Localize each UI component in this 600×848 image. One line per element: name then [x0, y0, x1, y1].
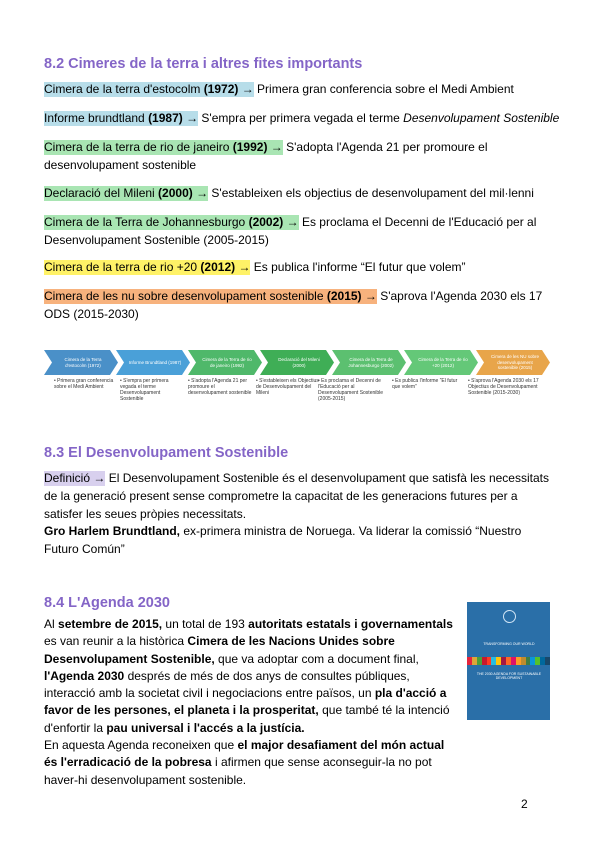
cover-title: TRANSFORMING OUR WORLD — [483, 642, 535, 646]
milestone-2000: Declaració del Mileni (2000) → S'estableixen els objectius de desenvolupament del mil·lenni — [44, 186, 534, 200]
timeline-step-label: Cimera de la Terra d'estocolm (1972) — [64, 357, 102, 368]
timeline-step-label: Informe Brundtland (1987) — [128, 359, 182, 365]
timeline-note: • Primera gran conferencia sobre el Medi Ambient — [54, 378, 114, 390]
timeline-step-label: Cimera de la Terra de rio +20 (2012) — [418, 357, 468, 368]
timeline-note: • S'estableixen els Objectius de Desenvolupament del Mileni — [256, 378, 319, 396]
sdg-color-band — [467, 657, 550, 665]
timeline-note: • S'empra per primera vegada el terme Desenvolupament Sostenible — [120, 378, 169, 402]
timeline-step-label: Cimera de la Terra de rio de janeiro (1992) — [202, 357, 252, 368]
timeline-step-label: Cimera de la Terra de Johannesburgo (2002) — [348, 357, 394, 368]
timeline-step-label: Cimera de les NU sobre desenvolupament sostenible (2015) — [490, 354, 540, 371]
milestone-2012: Cimera de la terra de rio +20 (2012) → Es publica l'informe “El futur que volem” — [44, 260, 466, 274]
milestone-1987: Informe brundtland (1987) → S'empra per primera vegada el terme Desenvolupament Sostenible — [44, 111, 560, 125]
agenda-paragraph: Al setembre de 2015, un total de 193 autoritats estatals i governamentals es van reunir a la històrica Cimera de les Nacions Unides sobre Desenvolupament Sostenible, que va adoptar com a document final, l'Agenda 2030 després de més de dos anys de consultes públiques, interacció amb la societat civil i negociacions entre països, un pla d'acció a favor de les persones, el planeta i la prosperitat, que també té la intenció d'enfortir la pau universal i l'accés a la justícia. En aquesta Agenda reconeixen que el major desafiament del món actual és l'erradicació de la pobresa i afirmen que sense aconseguir-la no pot haver-hi desenvolupament sostenible. — [44, 617, 453, 787]
agenda-2030-cover — [467, 602, 550, 720]
section-8-4-title: 8.4 L'Agenda 2030 — [44, 595, 170, 611]
milestone-2002: Cimera de la Terra de Johannesburgo (2002) → Es proclama el Decenni de l'Educació per al Desenvolupament Sostenible (2005-2015) — [44, 215, 537, 247]
milestone-1992: Cimera de la terra de rio de janeiro (1992) → S'adopta l'Agenda 21 per promoure el desenvolupament sostenible — [44, 140, 488, 172]
section-8-3-title: 8.3 El Desenvolupament Sostenible — [44, 445, 289, 461]
milestone-2015: Cimera de les nu sobre desenvolupament sostenible (2015) → S'aprova l'Agenda 2030 els 17 ODS (2015-2030) — [44, 289, 543, 321]
milestone-1972: Cimera de la terra d'estocolm (1972) → Primera gran conferencia sobre el Medi Ambient — [44, 82, 514, 96]
author-paragraph: Gro Harlem Brundtland, ex-primera ministra de Noruega. Va liderar la comissió “Nuestro Futuro Común” — [44, 524, 522, 556]
definition-paragraph: Definició → El Desenvolupament Sostenible és el desenvolupament que satisfà les necessitats de la generació present sense comprometre la capacitat de les generacions futures per a satisfer les seues pròpies necessitats. — [44, 471, 549, 521]
timeline-step-label: Declaració del Mileni (2000) — [278, 357, 320, 368]
timeline-note: • Es proclama el Decenni de l'Educació per al Desenvolupament Sostenible (2005-2015) — [318, 378, 384, 402]
timeline-note: • Es publica l'informe “El futur que volem” — [392, 378, 458, 390]
section-8-2-title: 8.2 Cimeres de la terra i altres fites importants — [44, 56, 363, 72]
page-number: 2 — [521, 797, 528, 811]
timeline-note: • S'adopta l'Agenda 21 per promoure el desenvolupament sostenible — [188, 378, 252, 396]
un-emblem-icon — [503, 610, 516, 623]
cover-subtitle: THE 2030 AGENDA FOR SUSTAINABLE DEVELOPMENT — [476, 672, 542, 680]
timeline-note: • S'aprova l'Agenda 2030 els 17 Objectius de Desenvolupament Sostenible (2015-2030) — [468, 378, 539, 396]
